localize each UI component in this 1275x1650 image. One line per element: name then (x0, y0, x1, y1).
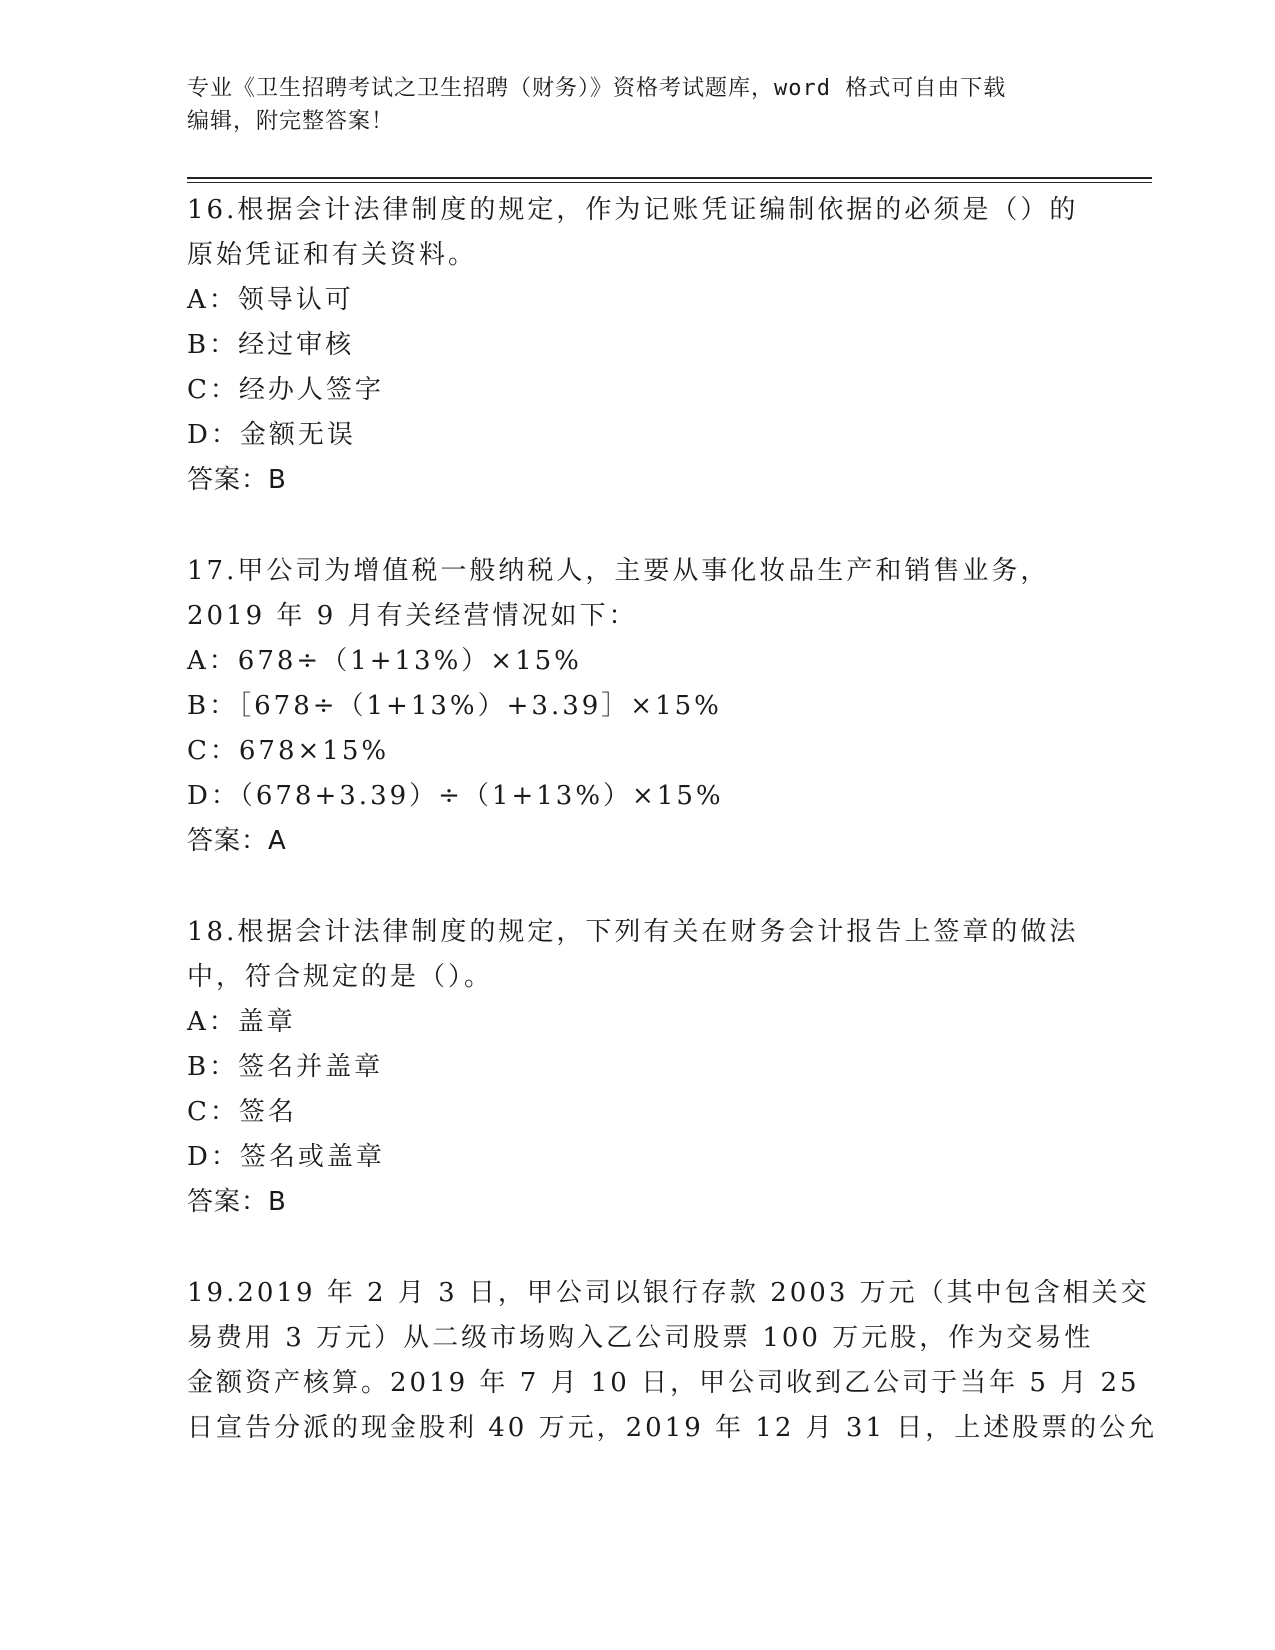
header-divider-thin (187, 182, 1152, 183)
option-a: A：领导认可 (187, 285, 354, 315)
question-18 (187, 910, 1087, 1225)
document-header (187, 72, 1087, 138)
question-16 (187, 188, 1087, 503)
stem-line: 2019 年 9 月有关经营情况如下： (187, 601, 638, 631)
option-b: B：经过审核 (187, 330, 355, 360)
question-stem (187, 188, 1087, 278)
question-17 (187, 549, 1087, 864)
header-line: 专业《卫生招聘考试之卫生招聘（财务）》资格考试题库，word 格式可自由下载 (187, 76, 1007, 101)
question-list (187, 188, 1158, 1497)
stem-line: 原始凭证和有关资料。 (187, 240, 478, 270)
stem-line: 19.2019 年 2 月 3 日，甲公司以银行存款 2003 万元（其中包含相关交 (187, 1278, 1150, 1308)
option-d: D：签名或盖章 (187, 1142, 385, 1172)
option-b: B：［678÷（1+13%）+3.39］×15% (187, 691, 722, 721)
stem-line: 易费用 3 万元）从二级市场购入乙公司股票 100 万元股，作为交易性 (187, 1323, 1094, 1353)
stem-line: 17.甲公司为增值税一般纳税人，主要从事化妆品生产和销售业务， (187, 556, 1050, 586)
option-d: D：金额无误 (187, 420, 356, 450)
header-divider-thick (187, 177, 1152, 179)
option-c: C：经办人签字 (187, 375, 384, 405)
option-a: A：678÷（1+13%）×15% (187, 646, 582, 676)
stem-line: 中，符合规定的是（）。 (187, 962, 494, 992)
answer-line: 答案：B (187, 1187, 287, 1217)
stem-line: 日宣告分派的现金股利 40 万元，2019 年 12 月 31 日，上述股票的公允 (187, 1413, 1158, 1443)
question-stem (187, 910, 1087, 1000)
answer-line: 答案：A (187, 826, 287, 856)
option-a: A：盖章 (187, 1007, 296, 1037)
option-d: D：（678+3.39）÷（1+13%）×15% (187, 781, 724, 811)
stem-line: 16.根据会计法律制度的规定，作为记账凭证编制依据的必须是（）的 (187, 195, 1079, 225)
question-stem (187, 549, 1087, 639)
option-c: C：签名 (187, 1097, 297, 1127)
question-19 (187, 1271, 1158, 1451)
option-c: C：678×15% (187, 736, 390, 766)
header-line: 编辑，附完整答案！ (187, 109, 395, 134)
answer-line: 答案：B (187, 465, 287, 495)
option-b: B：签名并盖章 (187, 1052, 384, 1082)
stem-line: 金额资产核算。2019 年 7 月 10 日，甲公司收到乙公司于当年 5 月 25 (187, 1368, 1140, 1398)
question-stem (187, 1271, 1158, 1451)
stem-line: 18.根据会计法律制度的规定，下列有关在财务会计报告上签章的做法 (187, 917, 1079, 947)
